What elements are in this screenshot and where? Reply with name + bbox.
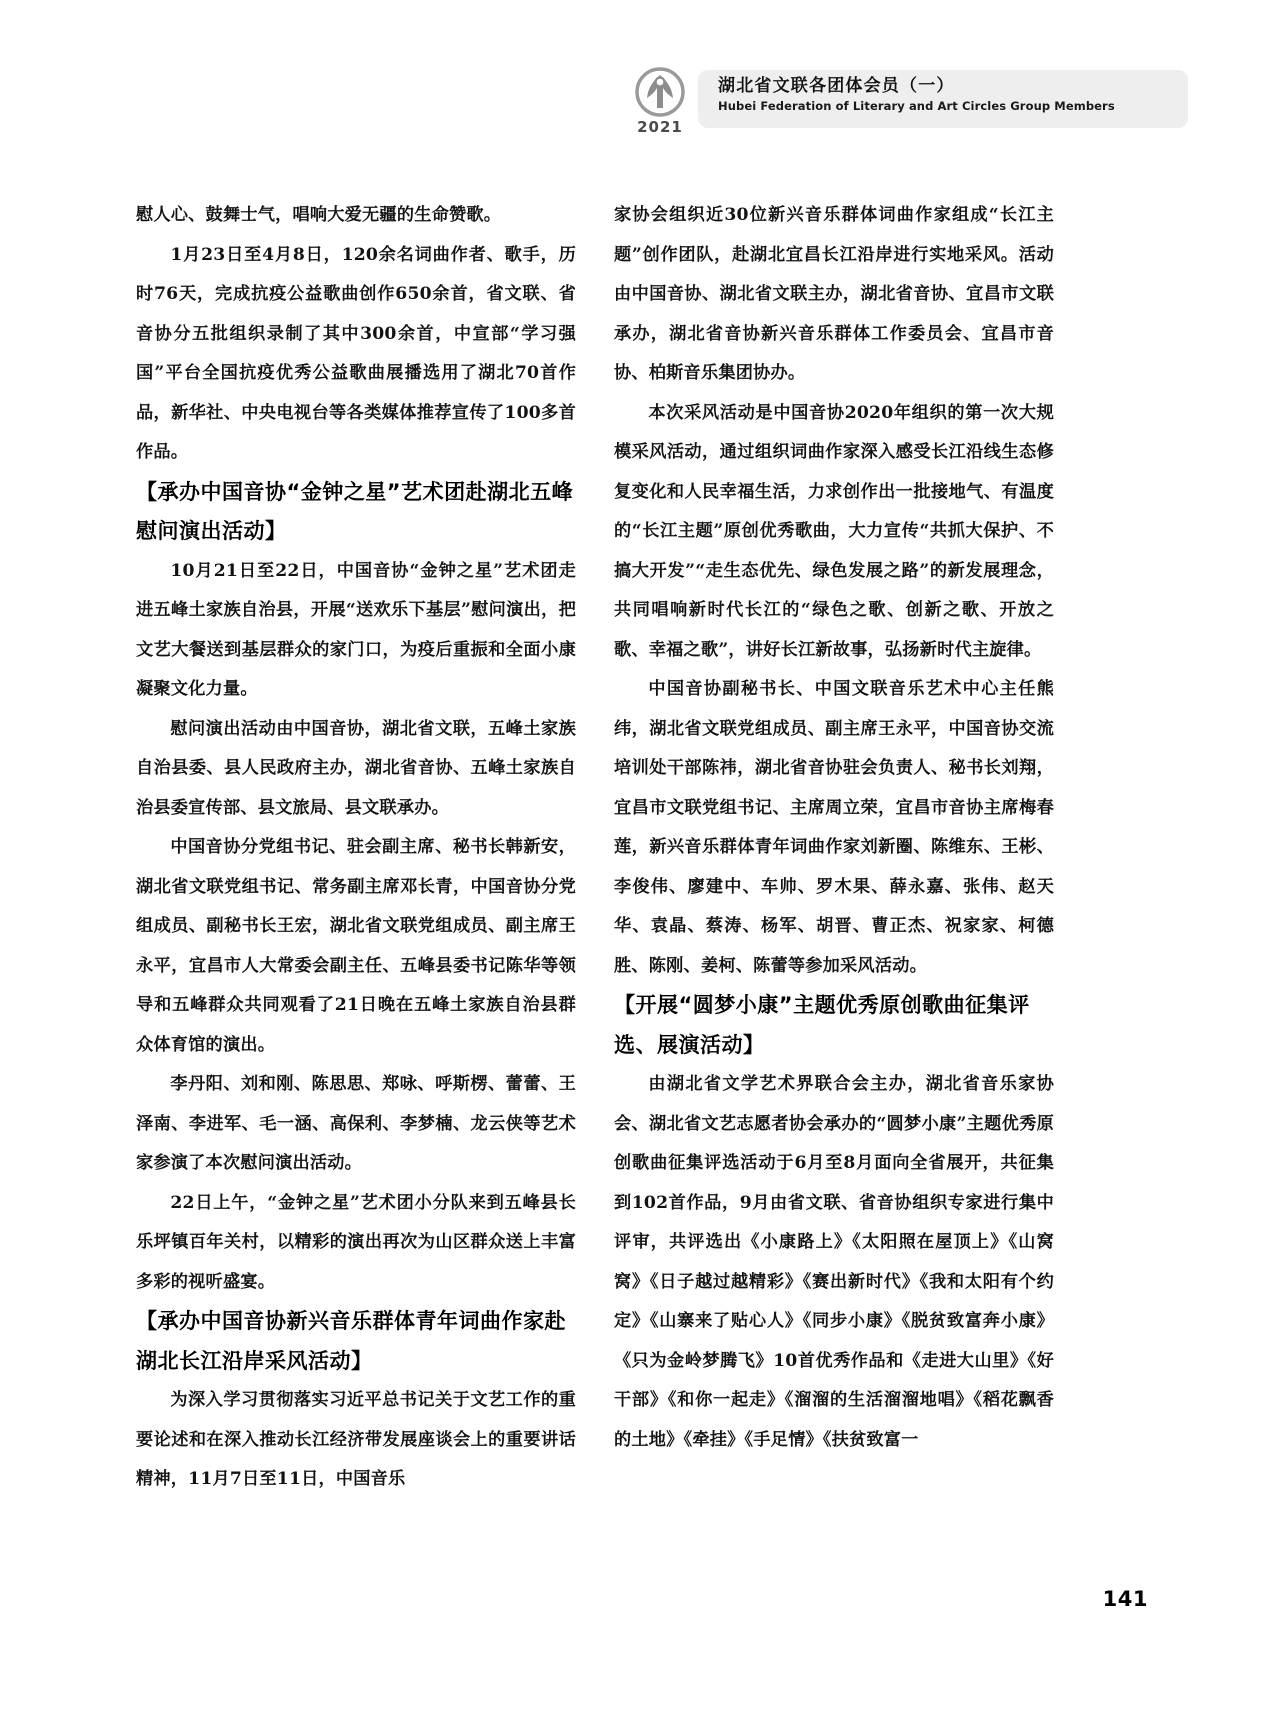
paragraph: 家协会组织近30位新兴音乐群体词曲作家组成“长江主题”创作团队，赴湖北宜昌长江沿岸进行实地采风。活动由中国音协、湖北省文联主办，湖北省音协、宜昌市文联承办，湖北省音协新兴音乐群体工作委员会、宜昌市音协、柏斯音乐集团协办。 [614,205,1054,383]
paragraph: 中国音协分党组书记、驻会副主席、秘书长韩新安，湖北省文联党组书记、常务副主席邓长青，中国音协分党组成员、副秘书长王宏，湖北省文联党组成员、副主席王永平，宜昌市人大常委会副主任、五峰县委书记陈华等领导和五峰群众共同观看了21日晚在五峰土家族自治县群众体育馆的演出。 [136,837,576,1055]
federation-emblem-icon [634,66,686,118]
page-number: 141 [1102,1587,1148,1611]
paragraph: 本次采风活动是中国音协2020年组织的第一次大规模采风活动，通过组织词曲作家深入感受长江沿线生态修复变化和人民幸福生活，力求创作出一批接地气、有温度的“长江主题”原创优秀歌曲，大力宣传“共抓大保护、不搞大开发”“走生态优先、绿色发展之路”的新发展理念，共同唱响新时代长江的“绿色之歌、创新之歌、开放之歌、幸福之歌”，讲好长江新故事，弘扬新时代主旋律。 [614,402,1054,660]
paragraph: 1月23日至4月8日，120余名词曲作者、歌手，历时76天，完成抗疫公益歌曲创作650余首，省文联、省音协分五批组织录制了其中300余首，中宣部“学习强国”平台全国抗疫优秀公益歌曲展播选用了湖北70首作品，新华社、中央电视台等各类媒体推荐宣传了100多首作品。 [136,244,576,462]
section-heading: 【承办中国音协“金钟之星”艺术团赴湖北五峰慰问演出活动】 [136,479,574,543]
publication-logo [628,66,696,144]
paragraph: 慰人心、鼓舞士气，唱响大爱无疆的生命赞歌。 [136,205,502,225]
header-title-chinese: 湖北省文联各团体会员（一） [718,76,955,96]
header-text-block [718,74,1188,115]
publication-year: 2021 [637,118,683,136]
paragraph: 为深入学习贯彻落实习近平总书记关于文艺工作的重要论述和在深入推动长江经济带发展座谈会上的重要讲话精神，11月7日至11日，中国音乐 [136,1390,576,1489]
paragraph: 慰问演出活动由中国音协，湖北省文联，五峰土家族自治县委、县人民政府主办，湖北省音协、五峰土家族自治县委宣传部、县文旅局、县文联承办。 [136,718,576,818]
paragraph: 由湖北省文学艺术界联合会主办，湖北省音乐家协会、湖北省文艺志愿者协会承办的“圆梦小康”主题优秀原创歌曲征集评选活动于6月至8月面向全省展开，共征集到102首作品，9月由省文联、省音协组织专家进行集中评审，共评选出《小康路上》《太阳照在屋顶上》《山窝窝》《日子越过越精彩》《赛出新时代》《我和太阳有个约定》《山寨来了贴心人》《同步小康》《脱贫致富奔小康》《只为金岭梦腾飞》10首优秀作品和《走进大山里》《好干部》《和你一起走》《溜溜的生活溜溜地唱》《稻花飘香的土地》《牵挂》《手足情》《扶贫致富一 [614,1074,1054,1450]
section-heading: 【承办中国音协新兴音乐群体青年词曲作家赴湖北长江沿岸采风活动】 [136,1309,566,1373]
paragraph: 10月21日至22日，中国音协“金钟之星”艺术团走进五峰土家族自治县，开展“送欢乐下基层”慰问演出，把文艺大餐送到基层群众的家门口，为疫后重振和全面小康凝聚文化力量。 [136,560,576,699]
paragraph: 22日上午，“金钟之星”艺术团小分队来到五峰县长乐坪镇百年关村，以精彩的演出再次为山区群众送上丰富多彩的视听盛宴。 [136,1192,576,1292]
paragraph: 中国音协副秘书长、中国文联音乐艺术中心主任熊纬，湖北省文联党组成员、副主席王永平，中国音协交流培训处干部陈祎，湖北省音协驻会负责人、秘书长刘翔，宜昌市文联党组书记、主席周立荣，宜昌市音协主席梅春莲，新兴音乐群体青年词曲作家刘新圈、陈维东、王彬、李俊伟、廖建中、车帅、罗木果、薛永嘉、张伟、赵天华、袁晶、蔡涛、杨军、胡晋、曹正杰、祝家家、柯德胜、陈刚、姜柯、陈蕾等参加采风活动。 [614,679,1054,976]
page-header [628,70,1188,136]
paragraph: 李丹阳、刘和刚、陈思思、郑咏、呼斯楞、蕾蕾、王泽南、李进军、毛一涵、高保利、李梦楠、龙云侠等艺术家参演了本次慰问演出活动。 [136,1074,576,1173]
left-column [136,196,576,1500]
header-title-english: Hubei Federation of Literary and Art Circles Group Members [718,99,1115,113]
section-heading: 【开展“圆梦小康”主题优秀原创歌曲征集评选、展演活动】 [614,993,1030,1057]
right-column [614,196,1054,1460]
page-content [136,196,1141,1489]
